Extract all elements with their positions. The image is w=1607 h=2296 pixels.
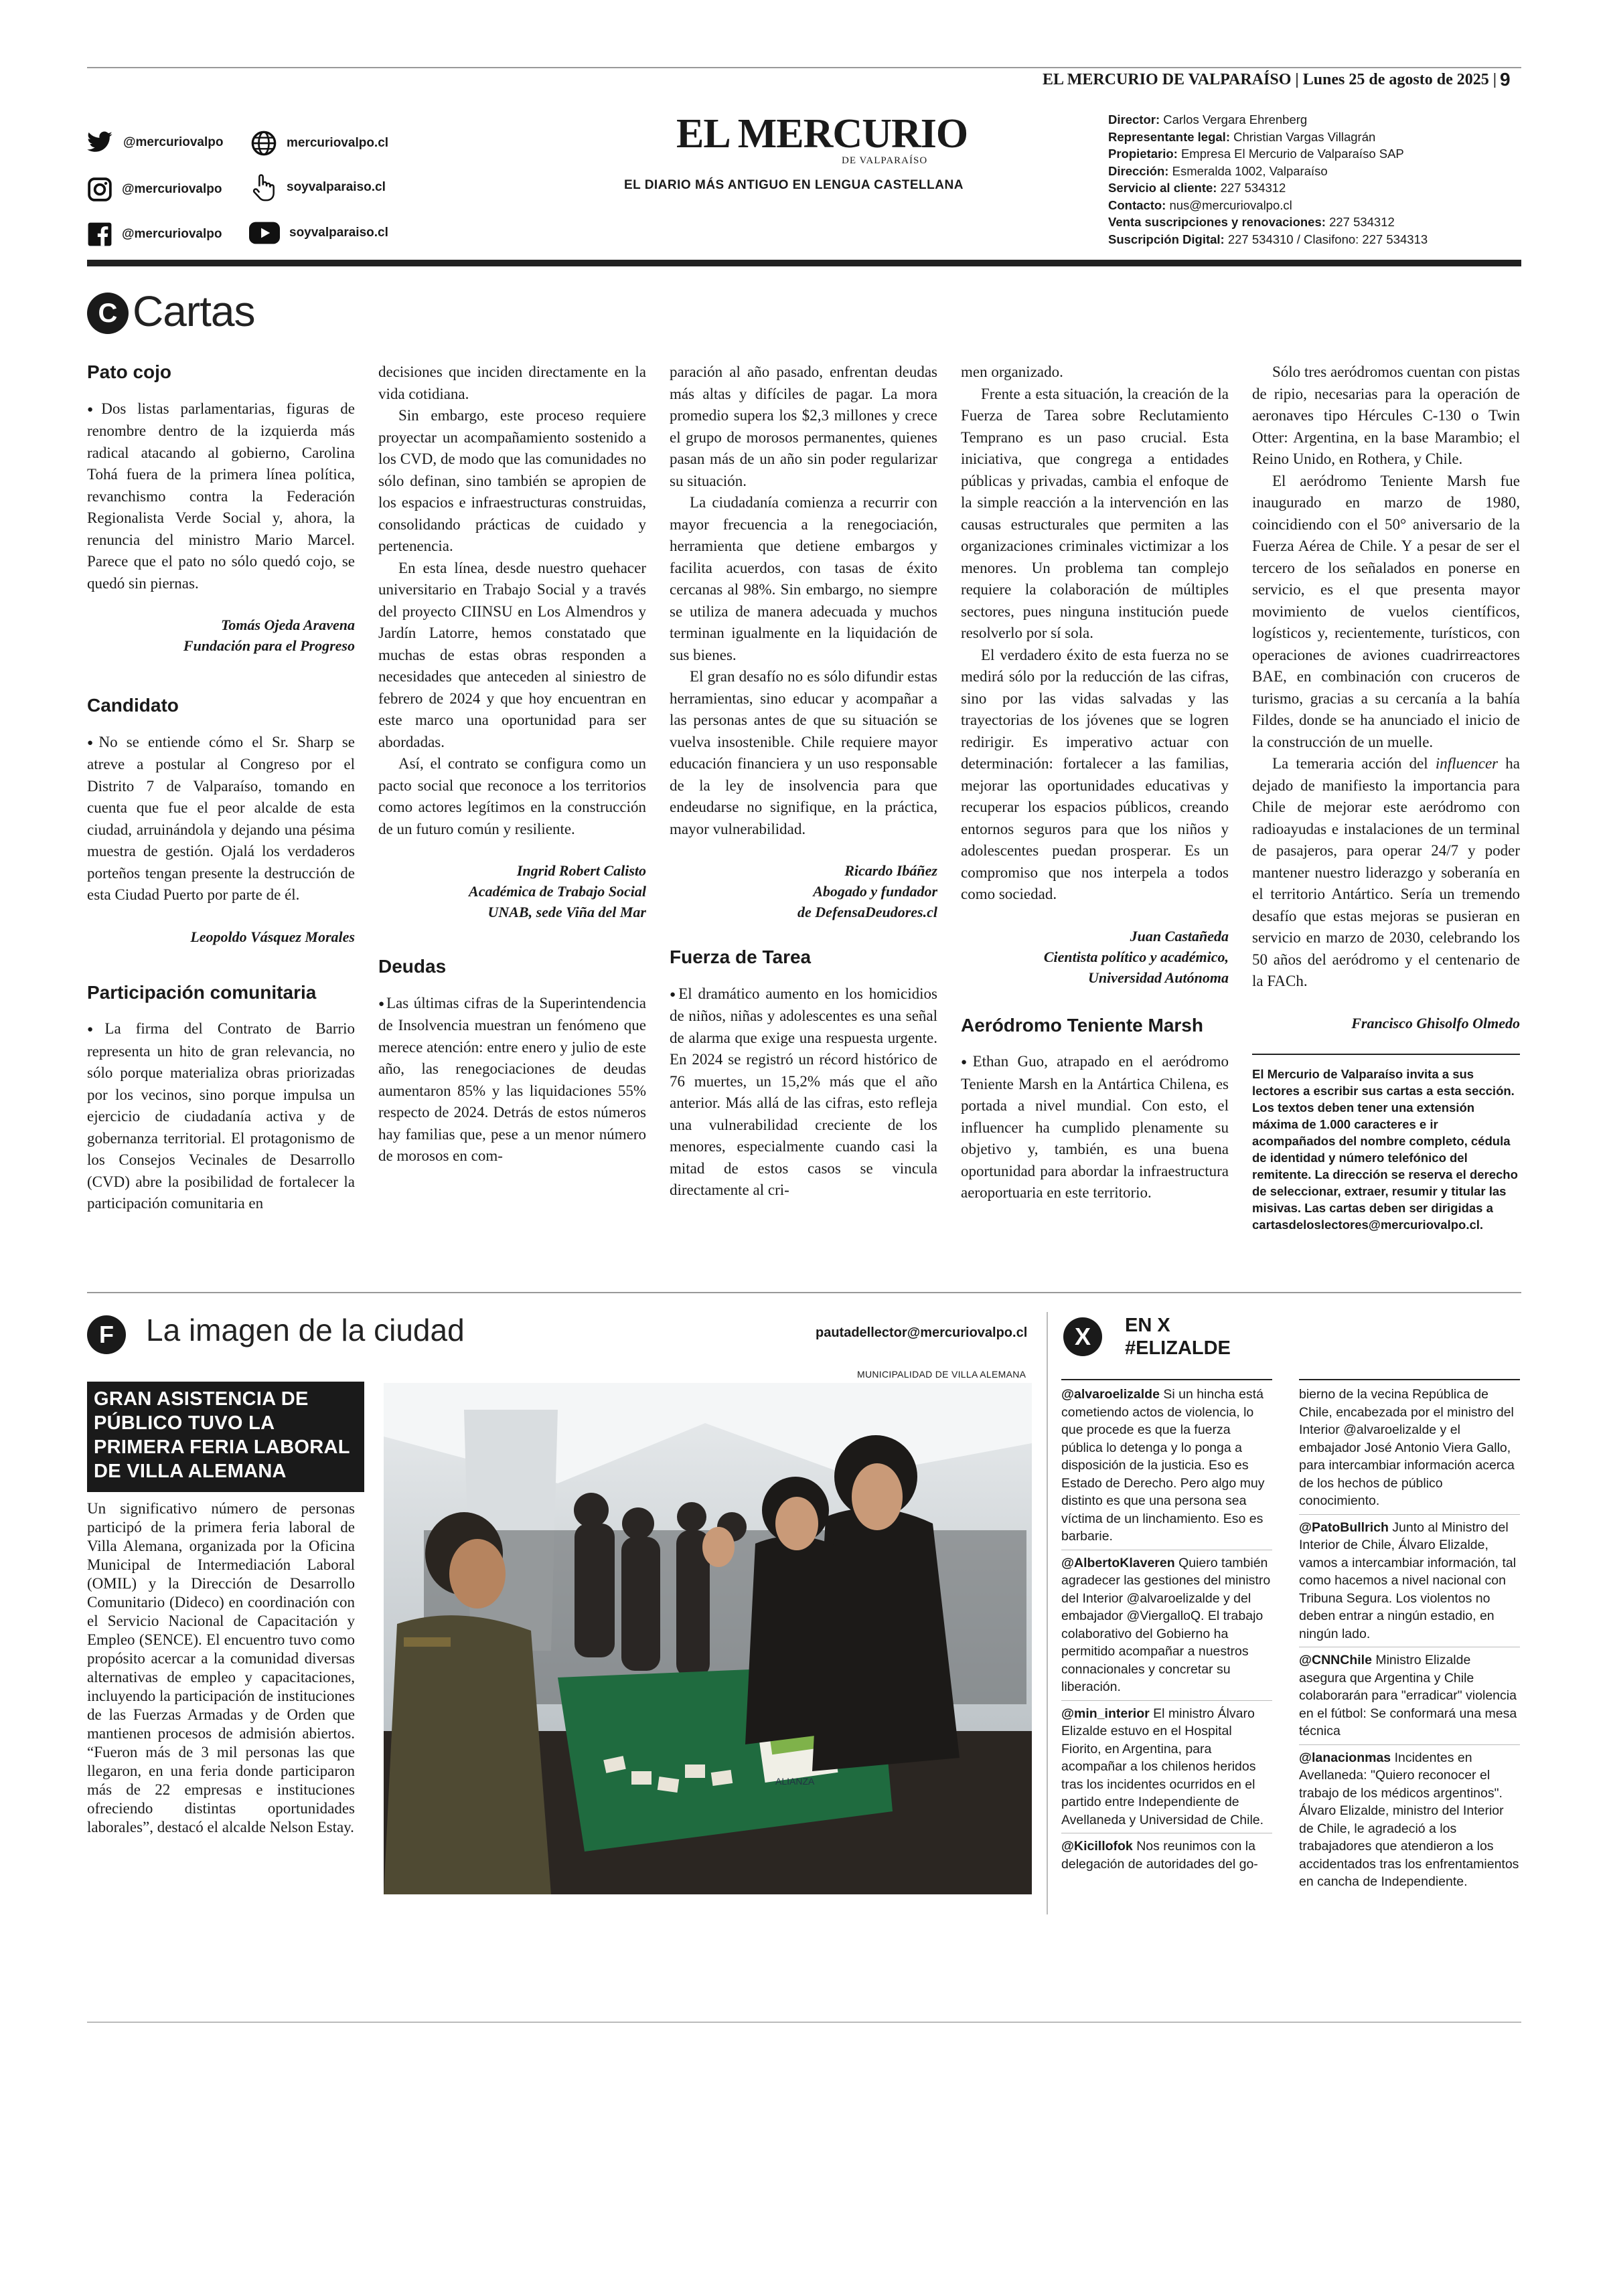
x-post-text: Si un hincha está cometiendo actos de violencia, lo que procede es que la fuerza pública lo detenga y lo ponga a disposición de la justicia. Eso es Estado de Derecho. Pero algo muy distinto es que una persona sea víctima de un linchamiento. Eso es barbarie.: [1061, 1387, 1265, 1544]
letter-body: Sin embargo, este proceso requiere proyectar un acompañamiento sostenido a los CVD, de modo que las comunidades no sólo definan, sino también se apropien de los espacios e infraestructuras construidas, consolidando prácticas de cuidado y pertenencia.: [378, 407, 646, 554]
letter-heading: Participación comunitaria: [87, 981, 317, 1003]
x-handle[interactable]: @alvaroelizalde: [1061, 1387, 1160, 1402]
x-post-text: El ministro Álvaro Elizalde estuvo en el Hospital Fiorito, en Argentina, para acompañar a los chilenos heridos tras los incidentes ocurridos en el partido entre Independiente de Avellaneda y Universidad de Chile.: [1061, 1706, 1264, 1827]
cartas-section-title: Cartas: [133, 287, 255, 335]
spacer: [961, 988, 1229, 1015]
brochure-text: ALIANZA: [775, 1776, 815, 1787]
x-title-line1: EN X: [1125, 1315, 1170, 1336]
spacer: [378, 922, 646, 956]
letter-heading: Deudas: [378, 956, 447, 977]
x-divider: [1047, 1312, 1048, 1914]
twitter-icon: [86, 131, 114, 154]
social-facebook-label: @mercuriovalpo: [122, 227, 222, 241]
info-value: 227 534310 / Clasifono: 227 534313: [1227, 232, 1428, 246]
letter-body: ● Las últimas cifras de la Superintendencia de Insolvencia muestran un fenómeno que merece atención: entre enero y julio de este año, las renegociaciones de deudas aumentaron 85% y las liquidaciones 55% respecto de 2024. Detrás de estos números hay familias que, pese a un menor número de morosos en com-: [378, 993, 646, 1167]
signature-name: Tomás Ojeda Aravena: [220, 617, 355, 633]
x-post-text: bierno de la vecina República de Chile, encabezada por el ministro del Interior @alvaroelizalde y el embajador José Antonio Viera Gallo, para intercambiar información acerca de los hechos de público conocimiento.: [1299, 1387, 1515, 1508]
info-label: Director:: [1108, 112, 1160, 127]
x-post: [1299, 1519, 1520, 1643]
info-label: Representante legal:: [1108, 129, 1230, 144]
page-number: 9: [1500, 69, 1511, 90]
x-handle[interactable]: @CNNChile: [1299, 1653, 1372, 1667]
x-post-text: Quiero también agradecer las gestiones del ministro del Interior @alvaroelizalde y del embajador @ViergalloQ. El trabajo colaborativo del Gobierno ha permitido acompañar a nuestros connacionales y concretar su liberación.: [1061, 1555, 1271, 1694]
letter-body: men organizado.: [961, 363, 1063, 380]
signature-affiliation: Abogado y fundador: [813, 883, 937, 900]
x-post-text: Ministro Elizalde asegura que Argentina y Chile colaborarán para "erradicar" violencia en el fútbol: Se conformará una mesa técnica: [1299, 1653, 1517, 1738]
page-bottom-rule: [87, 2022, 1521, 2023]
top-rule: [87, 67, 1521, 68]
feria-body: Un significativo número de personas participó de la primera feria laboral de Villa Alemana, organizada por la Oficina Municipal de Intermediación Laboral (OMIL) y la Dirección de Desarrollo Comunitario (Dideco) en coordinación con el Servicio Nacional de Capacitación y Empleo (SENCE). El encuentro tuvo como propósito acercar a la comunidad diversas alternativas de empleo y capacitaciones, incluyendo la participación de instituciones de las Fuerzas Armadas y de Orden que mantienen procesos de admisión abiertos. “Fueron más de 3 mil personas las que llegaron, en una feria donde participaron más de 22 empresas e instituciones ofreciendo distintas oportunidades laborales”, destacó el alcalde Nelson Estay.: [87, 1500, 355, 1835]
spacer: [670, 922, 937, 947]
info-value[interactable]: nus@mercuriovalpo.cl: [1169, 197, 1292, 212]
signature-name: Ingrid Robert Calisto: [516, 862, 646, 879]
x-post: [1299, 1651, 1520, 1740]
signature-name: Ricardo Ibáñez: [844, 862, 937, 879]
x-post-divider: [1299, 1744, 1520, 1745]
masthead-thick-rule: [87, 260, 1521, 266]
x-handle[interactable]: @lanacionmas: [1299, 1750, 1391, 1765]
imagen-section-title: La imagen de la ciudad: [146, 1313, 465, 1347]
letter-body: ● Ethan Guo, atrapado en el aeródromo Teniente Marsh en la Antártica Chilena, es portada a nivel mundial. Con esto, el influencer ha cumplido plenamente su objetivo y, también, es una buena oportunidad para abordar la infraestructura aeroportuaria en este territorio.: [961, 1051, 1229, 1204]
letter-body: La ciudadanía comienza a recurrir con mayor frecuencia a la renegociación, herramienta que detiene embargos y facilita acuerdos, con tasas de éxito cercanas al 98%. Sin embargo, no siempre se utiliza de manera adecuada y muchos terminan igualmente en la liquidación de sus bienes.: [670, 494, 937, 663]
letter-body: ● El dramático aumento en los homicidios de niños, niñas y adolescentes es una señal de alarma que exige una respuesta urgente. En 2024 se registró un récord histórico de 76 muertes, un 15,2% más que el año anterior. Más allá de las cifras, esto refleja una vulnerabilidad creciente de los menores, especialmente cuando casi la mitad de estos casos se vincula directamente al cri-: [670, 983, 937, 1202]
imagen-badge: F: [87, 1315, 126, 1354]
x-badge: X: [1063, 1317, 1102, 1356]
signature-affiliation[interactable]: de DefensaDeudores.cl: [797, 904, 937, 920]
letter-body-emphasis: influencer: [1435, 755, 1499, 772]
x-handle[interactable]: @PatoBullrich: [1299, 1520, 1389, 1535]
x-handle[interactable]: @Kicillofok: [1061, 1839, 1133, 1854]
cartas-column-5: [1252, 361, 1520, 1233]
letter-body-part: La temeraria acción del: [1272, 755, 1436, 772]
letter-heading: Aeródromo Teniente Marsh: [961, 1014, 1203, 1036]
info-value: Empresa El Mercurio de Valparaíso SAP: [1180, 147, 1404, 161]
letter-body: Frente a esta situación, la creación de la Fuerza de Tarea sobre Reclutamiento Temprano es un paso crucial. Esta iniciativa, que congrega a entidades públicas y privadas, cambia el enfoque de la simple reacción a la intervención en las causas estructurales que permiten a las organizaciones criminales victimizar a los menores. Un problema tan complejo requiere la colaboración de múltiples sectores, pues ninguna institución puede resolverlo por sí sola.: [961, 385, 1229, 641]
masthead-info: [1108, 111, 1428, 248]
spacer: [87, 947, 355, 982]
x-post-text: Incidentes en Avellaneda: "Quiero reconocer el trabajo de los médicos argentinos". Álvaro Elizalde, ministro del Interior de Chile, le agradeció a los trabajadores que atendieron a los accidentados tras los enfrentamientos en cancha de Independiente.: [1299, 1750, 1519, 1889]
masthead-tagline: EL DIARIO MÁS ANTIGUO EN LENGUA CASTELLANA: [624, 178, 964, 192]
signature-affiliation: Fundación para el Progreso: [183, 637, 355, 654]
letter-body: ● Dos listas parlamentarias, figuras de renombre dentro de la izquierda más radical atacando al gobierno, Carolina Tohá fuera de la primera línea política, revanchismo contra la Federación Regionalista Verde Social y, ahora, la renuncia del ministro Mario Marcel. Parece que el pato no sólo quedó cojo, se quedó sin piernas.: [87, 398, 355, 595]
x-top-rule: [1061, 1379, 1272, 1380]
info-label: Venta suscripciones y renovaciones:: [1108, 215, 1326, 229]
running-head: EL MERCURIO DE VALPARAÍSO | Lunes 25 de agosto de 2025 |: [1043, 71, 1497, 88]
info-value: Christian Vargas Villagrán: [1233, 129, 1376, 144]
letter-heading: Candidato: [87, 695, 179, 716]
x-post: [1299, 1749, 1520, 1891]
x-title: [1125, 1314, 1231, 1360]
signature-affiliation: UNAB, sede Viña del Mar: [487, 904, 646, 920]
x-post: [1061, 1705, 1272, 1829]
letter-body: ● No se entiende cómo el Sr. Sharp se atreve a postular al Congreso por el Distrito 7 de Valparaíso, tomando en cuenta que fue el peor alcalde de esta ciudad, arruinándola y dejando una pésima muestra de gestión. Ojalá los verdaderos porteños tengan presente la destrucción de esta Ciudad Puerto por parte de él.: [87, 732, 355, 906]
x-post: [1061, 1837, 1272, 1873]
letter-signature: [87, 614, 355, 656]
x-feed-left: [1061, 1379, 1272, 1877]
info-value: Esmeralda 1002, Valparaíso: [1172, 163, 1328, 178]
social-soyvalparaiso[interactable]: [250, 173, 386, 202]
social-youtube[interactable]: [249, 221, 388, 245]
letter-heading: Pato cojo: [87, 361, 172, 382]
letter-body: paración al año pasado, enfrentan deudas más altas y difíciles de pagar. La mora promedio supera los $2,3 millones y crece el grupo de morosos permanentes, quienes pasan más de un año sin poder regularizar su situación.: [670, 363, 937, 489]
info-label: Propietario:: [1108, 147, 1178, 161]
x-top-rule: [1299, 1379, 1520, 1380]
cartas-badge: C: [87, 293, 129, 334]
letter-signature: [670, 860, 937, 922]
x-title-line2: #ELIZALDE: [1125, 1337, 1231, 1359]
facebook-icon: [87, 221, 112, 248]
info-label: Servicio al cliente:: [1108, 181, 1217, 195]
info-value: 227 534312: [1220, 181, 1286, 195]
social-twitter-label: @mercuriovalpo: [123, 135, 224, 149]
letter-body: Sólo tres aeródromos cuentan con pistas de ripio, necesarias para la operación de aeronaves tipo Hércules C-130 o Twin Otter: Argentina, en la base Marambio; el Reino Unido, en Rothera, y Chile.: [1252, 363, 1520, 467]
spacer: [87, 656, 355, 695]
feria-photo: [384, 1383, 1032, 1894]
info-value: Carlos Vergara Ehrenberg: [1163, 112, 1308, 127]
imagen-email[interactable]: pautadellector@mercuriovalpo.cl: [816, 1325, 1028, 1340]
photo-credit: MUNICIPALIDAD DE VILLA ALEMANA: [857, 1369, 1026, 1380]
social-youtube-label: soyvalparaiso.cl: [289, 226, 388, 240]
signature-affiliation: Cientista político y académico,: [1043, 948, 1229, 965]
social-twitter[interactable]: [86, 131, 223, 154]
social-web-label: mercuriovalpo.cl: [287, 136, 389, 150]
letter-body: El gran desafío no es sólo difundir estas herramientas, sino educar y acompañar a las personas antes de que su situación se vuelva insostenible. Chile requiere mayor educación financiera y un uso responsable de la ley de insolvencia para que endeudarse no signifique, en la práctica, mayor vulnerabilidad.: [670, 668, 937, 837]
note-rule: [1252, 1054, 1520, 1055]
youtube-icon: [249, 221, 280, 245]
cartas-bottom-rule: [87, 1292, 1521, 1293]
cartas-column-3: [670, 361, 937, 1202]
cartas-column-4: [961, 361, 1229, 1204]
cartas-submission-note: El Mercurio de Valparaíso invita a sus lectores a escribir sus cartas a esta sección. Los textos deben tener una extensión máxima de 1.000 caracteres e ir acompañados del nombre completo, cédula de identidad y número telefónico del remitente. La dirección se reserva el derecho de seleccionar, extraer, resumir y titular las misivas. Las cartas deben ser dirigidas a cartasdeloslectores@mercuriovalpo.cl.: [1252, 1066, 1518, 1232]
masthead-logo[interactable]: EL MERCURIO: [676, 111, 968, 157]
hand-pointer-icon: [250, 173, 277, 202]
letter-signature: Leopoldo Vásquez Morales: [190, 928, 355, 945]
x-post-divider: [1299, 1514, 1520, 1515]
x-post: [1299, 1386, 1520, 1510]
letter-signature: [961, 926, 1229, 988]
social-web[interactable]: [250, 130, 388, 157]
letter-body: decisiones que inciden directamente en la vida cotidiana.: [378, 363, 646, 402]
letter-signature: Francisco Ghisolfo Olmedo: [1351, 1014, 1520, 1032]
signature-affiliation: Universidad Autónoma: [1087, 969, 1229, 986]
feria-photo-illustration: [384, 1383, 1032, 1894]
letter-body: En esta línea, desde nuestro quehacer universitario en Trabajo Social y a través del proyecto CIINSU en Los Almendros y Jardín Latorre, hemos constatado que muchas de estas obras responden a necesidades que anteceden al siniestro de febrero de 2024 y que hoy encuentran en este marco una oportunidad para ser abordadas.: [378, 559, 646, 750]
social-facebook[interactable]: [87, 221, 222, 248]
instagram-icon: [87, 177, 112, 202]
info-label: Contacto:: [1108, 197, 1166, 212]
x-handle[interactable]: @AlbertoKlaveren: [1061, 1555, 1175, 1570]
cartas-column-2: [378, 361, 646, 1167]
info-label: Suscripción Digital:: [1108, 232, 1225, 246]
letter-body: El verdadero éxito de esta fuerza no se medirá sólo por la reducción de las cifras, sino por las vidas salvadas y las trayectorias de los jóvenes que se logren redirigir. Es imperativo actuar con determinación: fortalecer a las familias, mejorar las oportunidades educativas y recuperar los espacios públicos, creando entornos seguros para que los niños y adolescentes puedan prosperar. Es un compromiso que nos interpela a todos como sociedad.: [961, 646, 1229, 902]
social-soyvalparaiso-label: soyvalparaiso.cl: [287, 180, 386, 194]
x-post-text: Nos reunimos con la delegación de autoridades del go-: [1061, 1839, 1258, 1872]
x-feed-right: [1299, 1379, 1520, 1895]
letter-heading: Fuerza de Tarea: [670, 947, 812, 967]
letter-signature: [378, 860, 646, 922]
cartas-column-1: [87, 361, 355, 1215]
masthead-logo-sub: DE VALPARAÍSO: [842, 155, 928, 166]
social-instagram[interactable]: [87, 177, 222, 202]
signature-affiliation: Académica de Trabajo Social: [469, 883, 646, 900]
x-handle[interactable]: @min_interior: [1061, 1706, 1150, 1721]
info-label: Dirección:: [1108, 163, 1169, 178]
letter-body: Así, el contrato se configura como un pacto social que reconoce a los territorios como actores legítimos en la construcción de un futuro común y resiliente.: [378, 755, 646, 837]
x-post-text: Junto al Ministro del Interior de Chile, Álvaro Elizalde, vamos a intercambiar información, tal como hacemos a nivel nacional con Tribuna Segura. Los violentos no deben entrar a ningún estadio, en ningún lado.: [1299, 1520, 1517, 1641]
letter-body-part: ha dejado de manifiesto la importancia para Chile de mejorar este aeródromo con radioayudas e instalaciones de un terminal de pasajeros, para operar 24/7 y poder mantener nuestro liderazgo y soberanía en el territorio Antártico. Sería un tremendo desafío que estas mejoras se pusieran en servicio en marzo de 2030, celebrando los 50 años del aeródromo y el centenario de la FACh.: [1252, 755, 1520, 989]
letter-body: [1252, 753, 1520, 993]
letter-body: ● La firma del Contrato de Barrio representa un hito de gran relevancia, no sólo porque materializa obras priorizadas por los vecinos, sino porque impulsa un ejercicio de ciudadanía activa y de gobernanza territorial. El protagonismo de los Consejos Vecinales de Desarrollo (CVD) abre la posibilidad de fortalecer la participación comunitaria en: [87, 1018, 355, 1215]
globe-icon: [250, 130, 277, 157]
social-instagram-label: @mercuriovalpo: [122, 182, 222, 196]
x-post-divider: [1061, 1700, 1272, 1701]
signature-name: Juan Castañeda: [1130, 927, 1229, 945]
info-value: 227 534312: [1329, 215, 1395, 229]
x-post: [1061, 1554, 1272, 1696]
x-post: [1061, 1386, 1272, 1546]
letter-body: El aeródromo Teniente Marsh fue inaugurado en marzo de 1980, coincidiendo con el 50° aniversario de la Fuerza Aérea de Chile. Y a pesar de ser el tercero de los señalados en ponerse en servicio, es el que presenta mayor movimiento de vuelos científicos, logísticos y, recientemente, turísticos, con operaciones de aviones cuadrirreactores BAE, en combinación con cruceros de turismo, gracias a su cercanía a la bahía Fildes, donde se ha anunciado el inicio de la construcción de un muelle.: [1252, 472, 1520, 750]
feria-headline: GRAN ASISTENCIA DE PÚBLICO TUVO LA PRIMERA FERIA LABORAL DE VILLA ALEMANA: [87, 1382, 364, 1492]
